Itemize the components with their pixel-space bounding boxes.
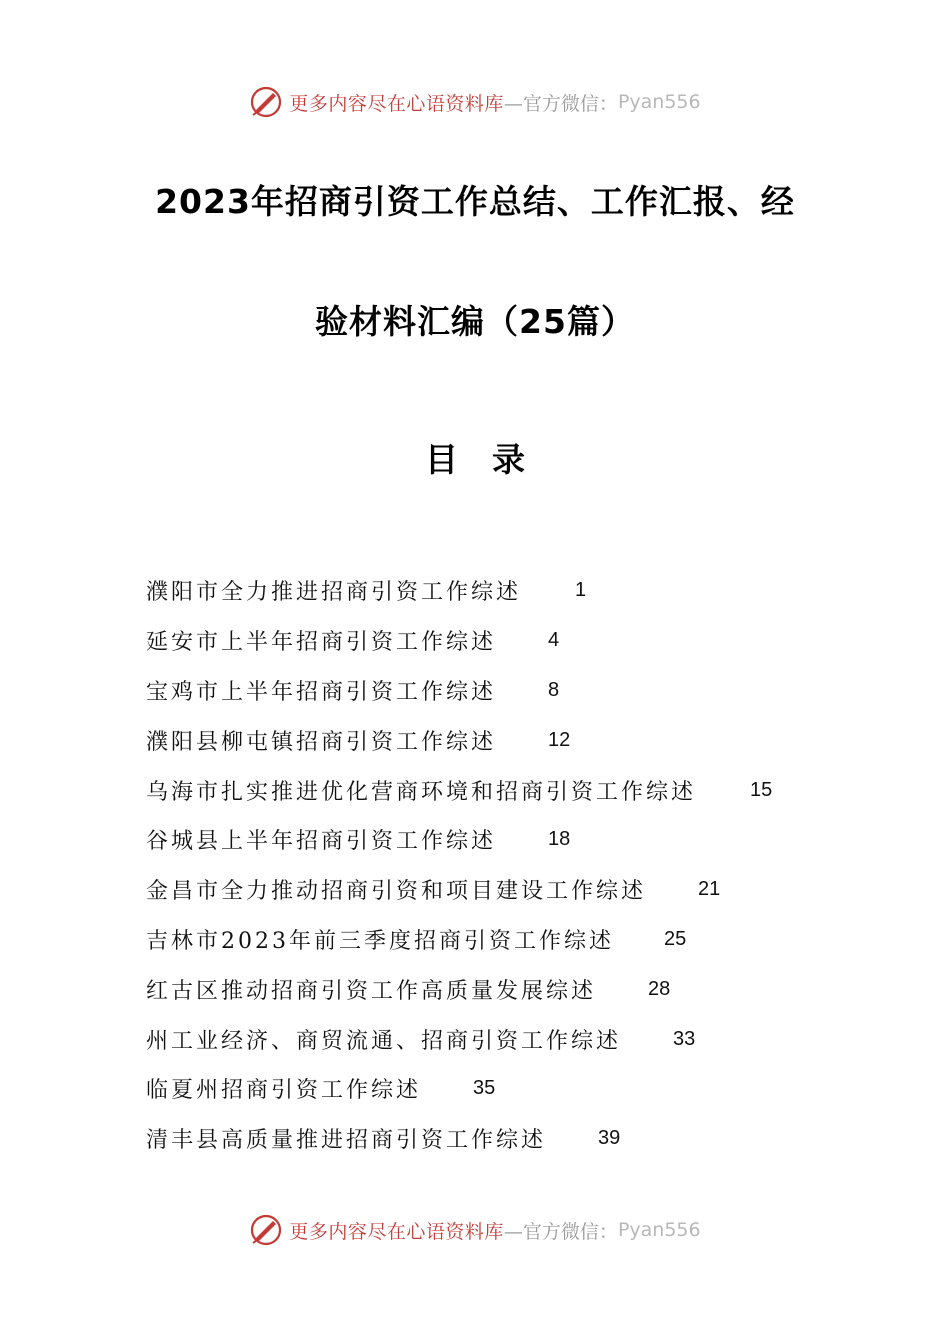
toc-entry-title: 清丰县高质量推进招商引资工作综述 (146, 1128, 547, 1154)
toc-entry-title: 乌海市扎实推进优化营商环境和招商引资工作综述 (146, 779, 697, 805)
watermark-id-text: Pyan556 (617, 91, 701, 113)
header-watermark-banner (0, 82, 950, 122)
toc-entry-page: 18 (548, 828, 571, 851)
toc-entry-title: 延安市上半年招商引资工作综述 (146, 630, 497, 656)
toc-entry-title: 谷城县上半年招商引资工作综述 (146, 829, 497, 855)
toc-entry-page: 12 (548, 728, 571, 751)
toc-entry-page: 28 (648, 977, 671, 1000)
toc-entry[interactable] (146, 1114, 906, 1164)
watermark-id-text: Pyan556 (617, 1219, 701, 1241)
toc-entry-title: 濮阳县柳屯镇招商引资工作综述 (146, 729, 497, 755)
footer-watermark-banner (0, 1210, 950, 1250)
document-title-line-2: 验材料汇编（25篇） (315, 302, 635, 341)
toc-entry[interactable] (146, 666, 906, 716)
toc-heading: 目录 (425, 440, 559, 479)
table-of-contents (146, 566, 906, 1164)
toc-entry-page: 35 (473, 1077, 496, 1100)
toc-entry[interactable] (146, 765, 906, 815)
toc-entry-page: 8 (548, 678, 560, 701)
toc-entry-title: 临夏州招商引资工作综述 (146, 1078, 422, 1104)
toc-entry[interactable] (146, 865, 906, 915)
toc-entry-title: 宝鸡市上半年招商引资工作综述 (146, 679, 497, 705)
toc-entry-title: 州工业经济、商贸流通、招商引资工作综述 (146, 1028, 622, 1054)
toc-entry[interactable] (146, 566, 906, 616)
toc-entry[interactable] (146, 1014, 906, 1064)
toc-entry-page: 1 (575, 579, 587, 602)
toc-entry-title: 吉林市2023年前三季度招商引资工作综述 (146, 928, 614, 954)
toc-entry-page: 33 (673, 1027, 696, 1050)
toc-entry-title: 红古区推动招商引资工作高质量发展综述 (146, 978, 597, 1004)
toc-entry[interactable] (146, 715, 906, 765)
document-title-line-1: 2023年招商引资工作总结、工作汇报、经 (155, 182, 795, 221)
watermark-channel-text: —官方微信： (503, 92, 618, 115)
toc-entry[interactable] (146, 815, 906, 865)
toc-entry[interactable] (146, 1064, 906, 1114)
watermark-channel-text: —官方微信： (503, 1220, 618, 1243)
watermark-main-text: 更多内容尽在心语资料库 (289, 1220, 504, 1243)
toc-entry-page: 4 (548, 629, 560, 652)
toc-entry-page: 25 (664, 927, 687, 950)
toc-entry[interactable] (146, 964, 906, 1014)
toc-entry-page: 15 (750, 778, 773, 801)
toc-entry[interactable] (146, 915, 906, 965)
toc-entry-page: 39 (598, 1127, 621, 1150)
toc-entry[interactable] (146, 616, 906, 666)
watermark-main-text: 更多内容尽在心语资料库 (289, 92, 504, 115)
toc-entry-title: 濮阳市全力推进招商引资工作综述 (146, 580, 522, 606)
pen-logo-icon (249, 1213, 283, 1247)
toc-entry-page: 21 (698, 878, 721, 901)
pen-logo-icon (249, 85, 283, 119)
toc-entry-title: 金昌市全力推动招商引资和项目建设工作综述 (146, 879, 647, 905)
